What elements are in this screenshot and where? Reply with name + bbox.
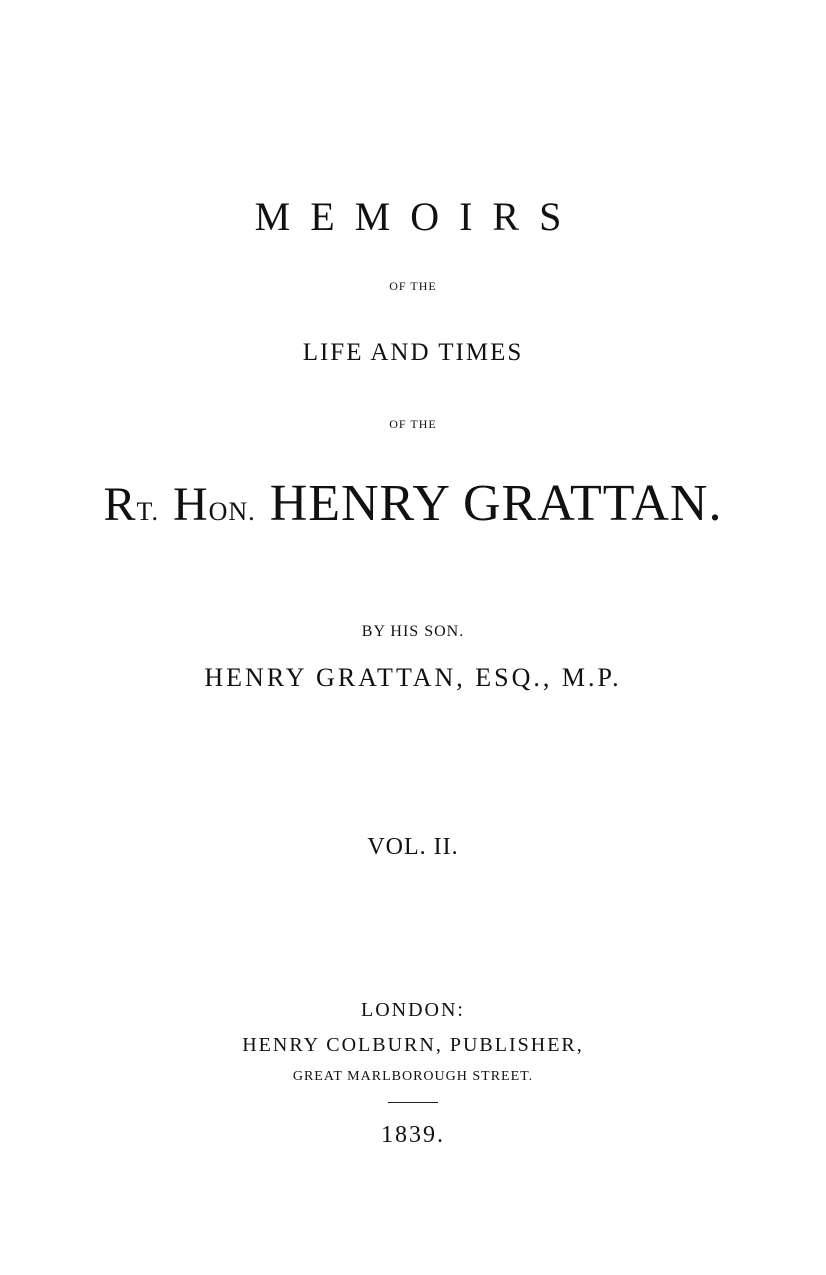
- subject-name: HENRY GRATTAN.: [269, 475, 723, 532]
- subject-prefix-rt-rest: T.: [136, 497, 159, 526]
- author-name: HENRY GRATTAN, ESQ., M.P.: [204, 663, 622, 692]
- of-the-connector-2: OF THE: [389, 417, 437, 431]
- of-the-connector-1: OF THE: [389, 279, 437, 293]
- book-title: MEMOIRS: [254, 194, 582, 239]
- publisher-street: GREAT MARLBOROUGH STREET.: [292, 1069, 534, 1084]
- subject-prefix-hon-rest: ON.: [208, 497, 256, 526]
- subject-prefix-hon-initial: H: [172, 478, 209, 531]
- publisher-name: HENRY COLBURN, PUBLISHER,: [242, 1034, 584, 1056]
- divider-rule: [388, 1102, 438, 1103]
- subject-prefix-rt-initial: R: [103, 478, 137, 531]
- publication-year: 1839.: [381, 1122, 445, 1148]
- book-subtitle: LIFE AND TIMES: [302, 339, 524, 366]
- volume-number: VOL. II.: [367, 834, 459, 860]
- by-line: BY HIS SON.: [361, 623, 465, 640]
- subject-name-line: [0, 475, 826, 532]
- publication-place: LONDON:: [361, 999, 465, 1021]
